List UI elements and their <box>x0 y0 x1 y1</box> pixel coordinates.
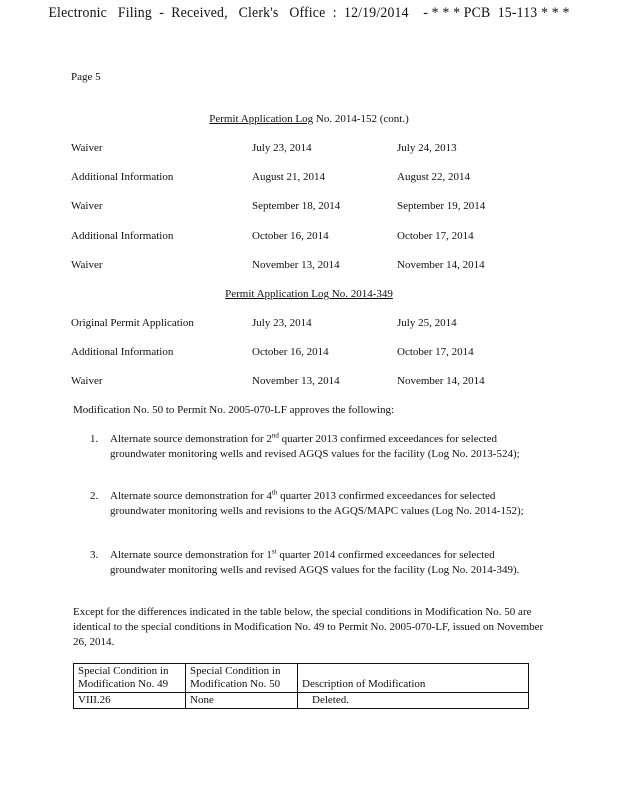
log-entry-date-logged: November 14, 2014 <box>397 259 485 271</box>
table-header-cell: Description of Modification <box>298 664 529 693</box>
log-entry-type: Original Permit Application <box>71 317 194 329</box>
section1-title-underlined: Permit Application Log <box>209 113 314 125</box>
table-cell: Deleted. <box>298 693 529 709</box>
approval-item-text-end: quarter 2013 confirmed exceedances for selected groundwater monitoring wells and revisions to the AGQS/MAPC values (Log No. 2014-152); <box>110 490 524 517</box>
approval-item-text-start: Alternate source demonstration for 2 <box>110 433 272 445</box>
log-entry-type: Waiver <box>71 259 103 271</box>
section2-title-text: Permit Application Log No. 2014-349 <box>225 288 393 300</box>
log-entry-date-received: July 23, 2014 <box>252 317 312 329</box>
log-entry-date-received: October 16, 2014 <box>252 346 329 358</box>
approval-item-text-end: quarter 2014 confirmed exceedances for selected groundwater monitoring wells and revised AGQS values for the facility (Log No. 2014-349). <box>110 549 520 576</box>
approval-item-text-start: Alternate source demonstration for 4 <box>110 490 272 502</box>
log-entry-date-logged: October 17, 2014 <box>397 346 474 358</box>
log-row <box>0 259 618 273</box>
ordinal-suffix: th <box>271 488 278 497</box>
table-row <box>74 693 529 709</box>
table-header-cell: Special Condition in Modification No. 49 <box>74 664 186 693</box>
log-entry-date-received: July 23, 2014 <box>252 142 312 154</box>
approval-item-text <box>110 548 540 578</box>
log-entry-type: Additional Information <box>71 346 174 358</box>
filing-stamp-header: Electronic Filing - Received, Clerk's Office : 12/19/2014 - * * * PCB 15-113 * * * <box>48 5 570 21</box>
log-row <box>0 346 618 360</box>
approval-item-text <box>110 489 540 519</box>
approval-item-number: 1. <box>90 433 99 445</box>
log-entry-date-logged: July 24, 2013 <box>397 142 457 154</box>
modification-table <box>73 663 529 709</box>
page-number: Page 5 <box>71 71 101 83</box>
log-entry-date-received: November 13, 2014 <box>252 259 340 271</box>
log-entry-type: Waiver <box>71 375 103 387</box>
log-entry-date-received: September 18, 2014 <box>252 200 341 212</box>
table-header-cell: Special Condition in Modification No. 50 <box>186 664 298 693</box>
log-entry-date-logged: October 17, 2014 <box>397 230 474 242</box>
approval-item-number: 2. <box>90 490 99 502</box>
log-entry-date-logged: August 22, 2014 <box>397 171 471 183</box>
section2-title <box>0 288 618 300</box>
log-row <box>0 375 618 389</box>
log-entry-date-received: November 13, 2014 <box>252 375 340 387</box>
approval-item-text <box>110 432 540 462</box>
log-row <box>0 230 618 244</box>
section1-title-rest: No. 2014-152 (cont.) <box>313 113 409 125</box>
approval-item-number: 3. <box>90 549 99 561</box>
ordinal-suffix: st <box>271 547 277 556</box>
log-entry-date-logged: November 14, 2014 <box>397 375 485 387</box>
log-row <box>0 142 618 156</box>
log-entry-type: Waiver <box>71 200 103 212</box>
log-row <box>0 171 618 185</box>
approval-item-text-start: Alternate source demonstration for 1 <box>110 549 272 561</box>
table-cell: None <box>186 693 298 709</box>
table-cell: VIII.26 <box>74 693 186 709</box>
approval-intro: Modification No. 50 to Permit No. 2005-070-LF approves the following: <box>73 404 395 416</box>
section1-title <box>0 113 618 125</box>
table-header-row <box>74 664 529 693</box>
log-row <box>0 200 618 214</box>
ordinal-suffix: nd <box>271 431 279 440</box>
log-entry-type: Additional Information <box>71 171 174 183</box>
log-entry-date-logged: July 25, 2014 <box>397 317 457 329</box>
log-entry-date-received: October 16, 2014 <box>252 230 329 242</box>
approval-item-text-end: quarter 2013 confirmed exceedances for selected groundwater monitoring wells and revised AGQS values for the facility (Log No. 2013-524); <box>110 433 520 460</box>
log-row <box>0 317 618 331</box>
log-entry-date-received: August 21, 2014 <box>252 171 326 183</box>
log-entry-type: Waiver <box>71 142 103 154</box>
closing-paragraph: Except for the differences indicated in the table below, the special conditions in Modification No. 50 are identical to the special conditions in Modification No. 49 to Permit No. 2005-070-LF, issued on November 26, 2014. <box>73 606 544 648</box>
log-entry-type: Additional Information <box>71 230 174 242</box>
log-entry-date-logged: September 19, 2014 <box>397 200 486 212</box>
